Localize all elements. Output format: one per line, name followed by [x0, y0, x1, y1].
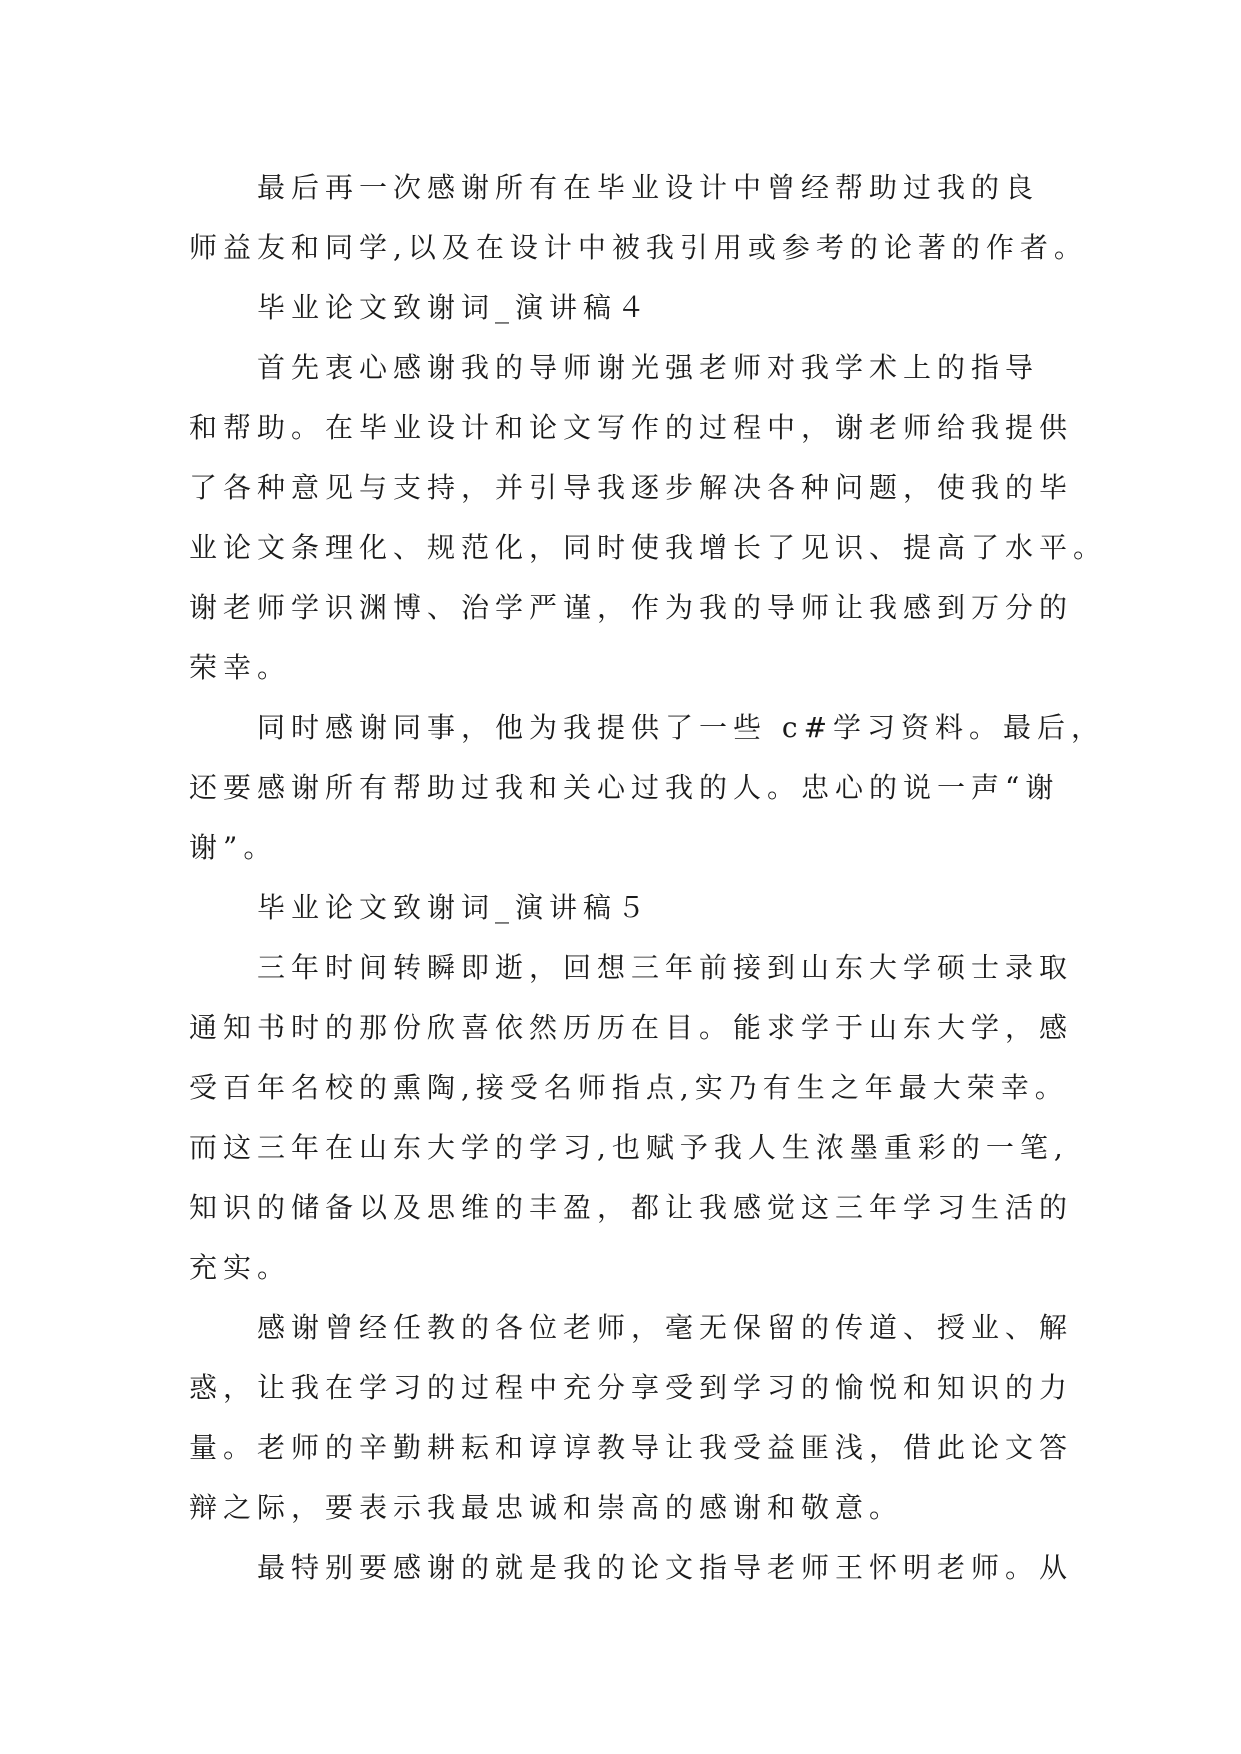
text-line: 而这三年在山东大学的学习,也赋予我人生浓墨重彩的一笔, — [189, 1131, 1069, 1164]
text-line: 三年时间转瞬即逝，回想三年前接到山东大学硕士录取 — [257, 951, 1074, 984]
section-heading: 毕业论文致谢词_演讲稿４ — [257, 291, 652, 324]
text-line: 师益友和同学,以及在设计中被我引用或参考的论著的作者。 — [189, 231, 1088, 264]
text-line: 知识的储备以及思维的丰盈，都让我感觉这三年学习生活的 — [189, 1191, 1074, 1224]
text-line: 充实。 — [189, 1251, 292, 1284]
text-line: 同时感谢同事，他为我提供了一些 c#学习资料。最后， — [257, 711, 1106, 744]
text-line: 还要感谢所有帮助过我和关心过我的人。忠心的说一声“谢 — [189, 771, 1060, 804]
text-line: 最特别要感谢的就是我的论文指导老师王怀明老师。从 — [257, 1551, 1074, 1584]
text-line: 谢”。 — [189, 831, 278, 864]
document-body — [189, 158, 1108, 1598]
text-line: 谢老师学识渊博、治学严谨，作为我的导师让我感到万分的 — [189, 591, 1074, 624]
text-line: 了各种意见与支持，并引导我逐步解决各种问题，使我的毕 — [189, 471, 1074, 504]
text-line: 荣幸。 — [189, 651, 292, 684]
text-line: 辩之际，要表示我最忠诚和崇高的感谢和敬意。 — [189, 1491, 904, 1524]
text-line: 业论文条理化、规范化，同时使我增长了见识、提高了水平。 — [189, 531, 1108, 564]
text-line: 惑，让我在学习的过程中充分享受到学习的愉悦和知识的力 — [189, 1371, 1074, 1404]
text-line: 和帮助。在毕业设计和论文写作的过程中，谢老师给我提供 — [189, 411, 1074, 444]
text-line: 通知书时的那份欣喜依然历历在目。能求学于山东大学，感 — [189, 1011, 1074, 1044]
text-line: 感谢曾经任教的各位老师，毫无保留的传道、授业、解 — [257, 1311, 1074, 1344]
text-line: 量。老师的辛勤耕耘和谆谆教导让我受益匪浅，借此论文答 — [189, 1431, 1074, 1464]
text-line: 受百年名校的熏陶,接受名师指点,实乃有生之年最大荣幸。 — [189, 1071, 1069, 1104]
section-heading: 毕业论文致谢词_演讲稿５ — [257, 891, 652, 924]
text-line: 首先衷心感谢我的导师谢光强老师对我学术上的指导 — [257, 351, 1040, 384]
text-line: 最后再一次感谢所有在毕业设计中曾经帮助过我的良 — [257, 171, 1040, 204]
